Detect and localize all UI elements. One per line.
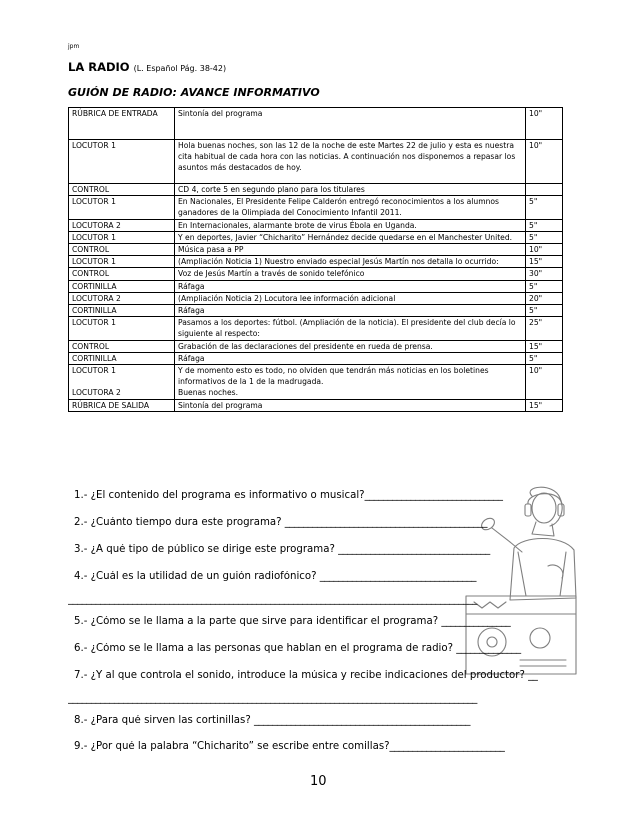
speaker-cell: CORTINILLA <box>69 305 175 317</box>
speaker-cell: CORTINILLA <box>69 280 175 292</box>
speaker-cell <box>69 365 175 400</box>
time-cell: 15" <box>526 340 563 352</box>
speaker-cell: LOCUTOR 1 <box>69 196 175 219</box>
content-cell: Sintonía del programa <box>175 108 526 140</box>
question-1 <box>74 490 564 501</box>
table-row <box>69 317 563 340</box>
time-cell <box>526 184 563 196</box>
time-cell: 30" <box>526 268 563 280</box>
speaker-cell: LOCUTORA 2 <box>69 292 175 304</box>
content-cell: (Ampliación Noticia 1) Nuestro enviado especial Jesús Martín nos detalla lo ocurrido: <box>175 256 526 268</box>
answer-line <box>68 693 558 704</box>
speaker-cell: CORTINILLA <box>69 352 175 364</box>
table-row <box>69 140 563 184</box>
title-main: LA RADIO <box>68 60 130 74</box>
time-cell: 10" <box>526 244 563 256</box>
content-cell: Ráfaga <box>175 280 526 292</box>
time-cell: 10" <box>526 108 563 140</box>
table-row <box>69 280 563 292</box>
answer-blank[interactable]: ______________________________ <box>364 490 503 501</box>
table-row <box>69 244 563 256</box>
answer-blank[interactable]: _________________________ <box>389 741 505 752</box>
content-cell: En Internacionales, alarmante brote de virus Ébola en Uganda. <box>175 219 526 231</box>
question-5 <box>74 616 564 627</box>
table-row <box>69 305 563 317</box>
question-6 <box>74 643 564 654</box>
speaker-cell: LOCUTORA 2 <box>69 219 175 231</box>
content-cell: Ráfaga <box>175 352 526 364</box>
radio-script-table <box>68 107 563 412</box>
question-text: 7.- ¿Y al que controla el sonido, introduce la música y recibe indicaciones del productor? <box>74 670 529 681</box>
spacer <box>72 376 171 387</box>
table-row <box>69 108 563 140</box>
table-row <box>69 231 563 243</box>
table-row <box>69 196 563 219</box>
question-text: 3.- ¿A qué tipo de público se dirige este programa? <box>74 544 339 555</box>
time-cell: 5" <box>526 231 563 243</box>
content-cell: Hola buenas noches, son las 12 de la noche de este Martes 22 de julio y esta es nuestra cita habitual de cada hora con las noticias. A continuación nos disponemos a repasar los asuntos más destacados de hoy. <box>175 140 526 184</box>
script-subtitle: GUIÓN DE RADIO: AVANCE INFORMATIVO <box>68 86 320 99</box>
speaker-cell: LOCUTOR 1 <box>69 256 175 268</box>
table-row <box>69 292 563 304</box>
table-row <box>69 340 563 352</box>
question-2 <box>74 517 564 528</box>
table-row <box>69 352 563 364</box>
question-8 <box>74 715 564 726</box>
question-9 <box>74 741 564 752</box>
speaker-label-1: LOCUTOR 1 <box>72 366 116 376</box>
question-text: 5.- ¿Cómo se le llama a la parte que sirve para identificar el programa? <box>74 616 442 627</box>
answer-blank[interactable]: _________________________________ <box>338 544 490 555</box>
speaker-cell: CONTROL <box>69 268 175 280</box>
page-number: 10 <box>310 774 327 789</box>
question-text: 1.- ¿El contenido del programa es informativo o musical? <box>74 490 365 501</box>
table-row <box>69 184 563 196</box>
answer-blank[interactable]: __ <box>528 670 538 681</box>
question-text: 4.- ¿Cuál es la utilidad de un guión radiofónico? <box>74 571 320 582</box>
time-cell: 10" <box>526 365 563 400</box>
speaker-cell: CONTROL <box>69 340 175 352</box>
content-cell: Música pasa a PP <box>175 244 526 256</box>
speaker-label-2: LOCUTORA 2 <box>72 388 121 398</box>
question-text: 2.- ¿Cuánto tiempo dura este programa? <box>74 517 285 528</box>
answer-blank[interactable]: _________________________________________________________________________________________ <box>68 594 477 605</box>
question-text: 6.- ¿Cómo se le llama a las personas que hablan en el programa de radio? <box>74 643 457 654</box>
question-7 <box>74 670 564 681</box>
answer-blank[interactable]: _________________________________________________________________________________________ <box>68 693 477 704</box>
question-3 <box>74 544 564 555</box>
table-row <box>69 219 563 231</box>
answer-blank[interactable]: ____________________________________________ <box>284 517 487 528</box>
content-cell: Voz de Jesús Martín a través de sonido telefónico <box>175 268 526 280</box>
content-cell: Ráfaga <box>175 305 526 317</box>
speaker-cell: LOCUTOR 1 <box>69 140 175 184</box>
table-row <box>69 399 563 411</box>
time-cell: 25" <box>526 317 563 340</box>
content-text-1: Y de momento esto es todo, no olviden que tendrán más noticias en los boletines informativos de la 1 de la madrugada. <box>178 366 489 387</box>
speaker-cell: CONTROL <box>69 244 175 256</box>
content-cell: Pasamos a los deportes: fútbol. (Ampliación de la noticia). El presidente del club decía lo siguiente al respecto: <box>175 317 526 340</box>
table-row <box>69 365 563 400</box>
time-cell: 5" <box>526 352 563 364</box>
speaker-cell: LOCUTOR 1 <box>69 317 175 340</box>
answer-blank[interactable]: _______________ <box>441 616 511 627</box>
content-text-2: Buenas noches. <box>178 388 239 398</box>
speaker-cell: CONTROL <box>69 184 175 196</box>
table-row <box>69 256 563 268</box>
time-cell: 5" <box>526 280 563 292</box>
content-cell: Grabación de las declaraciones del presidente en rueda de prensa. <box>175 340 526 352</box>
table-row <box>69 268 563 280</box>
content-cell: (Ampliación Noticia 2) Locutora lee información adicional <box>175 292 526 304</box>
title-reference: (L. Español Pág. 38-42) <box>133 64 227 73</box>
speaker-cell: LOCUTOR 1 <box>69 231 175 243</box>
time-cell: 5" <box>526 305 563 317</box>
content-cell: CD 4, corte 5 en segundo plano para los titulares <box>175 184 526 196</box>
document-code: jpm <box>68 43 80 50</box>
question-text: 8.- ¿Para qué sirven las cortinillas? <box>74 715 254 726</box>
question-4 <box>74 571 564 582</box>
answer-blank[interactable]: _______________________________________________ <box>254 715 470 726</box>
time-cell: 20" <box>526 292 563 304</box>
content-cell <box>175 365 526 400</box>
content-cell: Sintonía del programa <box>175 399 526 411</box>
answer-blank[interactable]: ______________ <box>456 643 521 654</box>
speaker-cell: RÚBRICA DE ENTRADA <box>69 108 175 140</box>
time-cell: 5" <box>526 219 563 231</box>
answer-blank[interactable]: __________________________________ <box>319 571 476 582</box>
time-cell: 15" <box>526 256 563 268</box>
content-cell: En Nacionales, El Presidente Felipe Calderón entregó reconocimientos a los alumnos ganadores de la Olimpiada del Conocimiento Infantil 2011. <box>175 196 526 219</box>
time-cell: 5" <box>526 196 563 219</box>
question-text: 9.- ¿Por qué la palabra “Chicharito” se escribe entre comillas? <box>74 741 390 752</box>
answer-line <box>68 594 558 605</box>
page-title <box>68 60 226 74</box>
time-cell: 15" <box>526 399 563 411</box>
time-cell: 10" <box>526 140 563 184</box>
content-cell: Y en deportes, Javier “Chicharito” Hernández decide quedarse en el Manchester United. <box>175 231 526 243</box>
speaker-cell: RÚBRICA DE SALIDA <box>69 399 175 411</box>
